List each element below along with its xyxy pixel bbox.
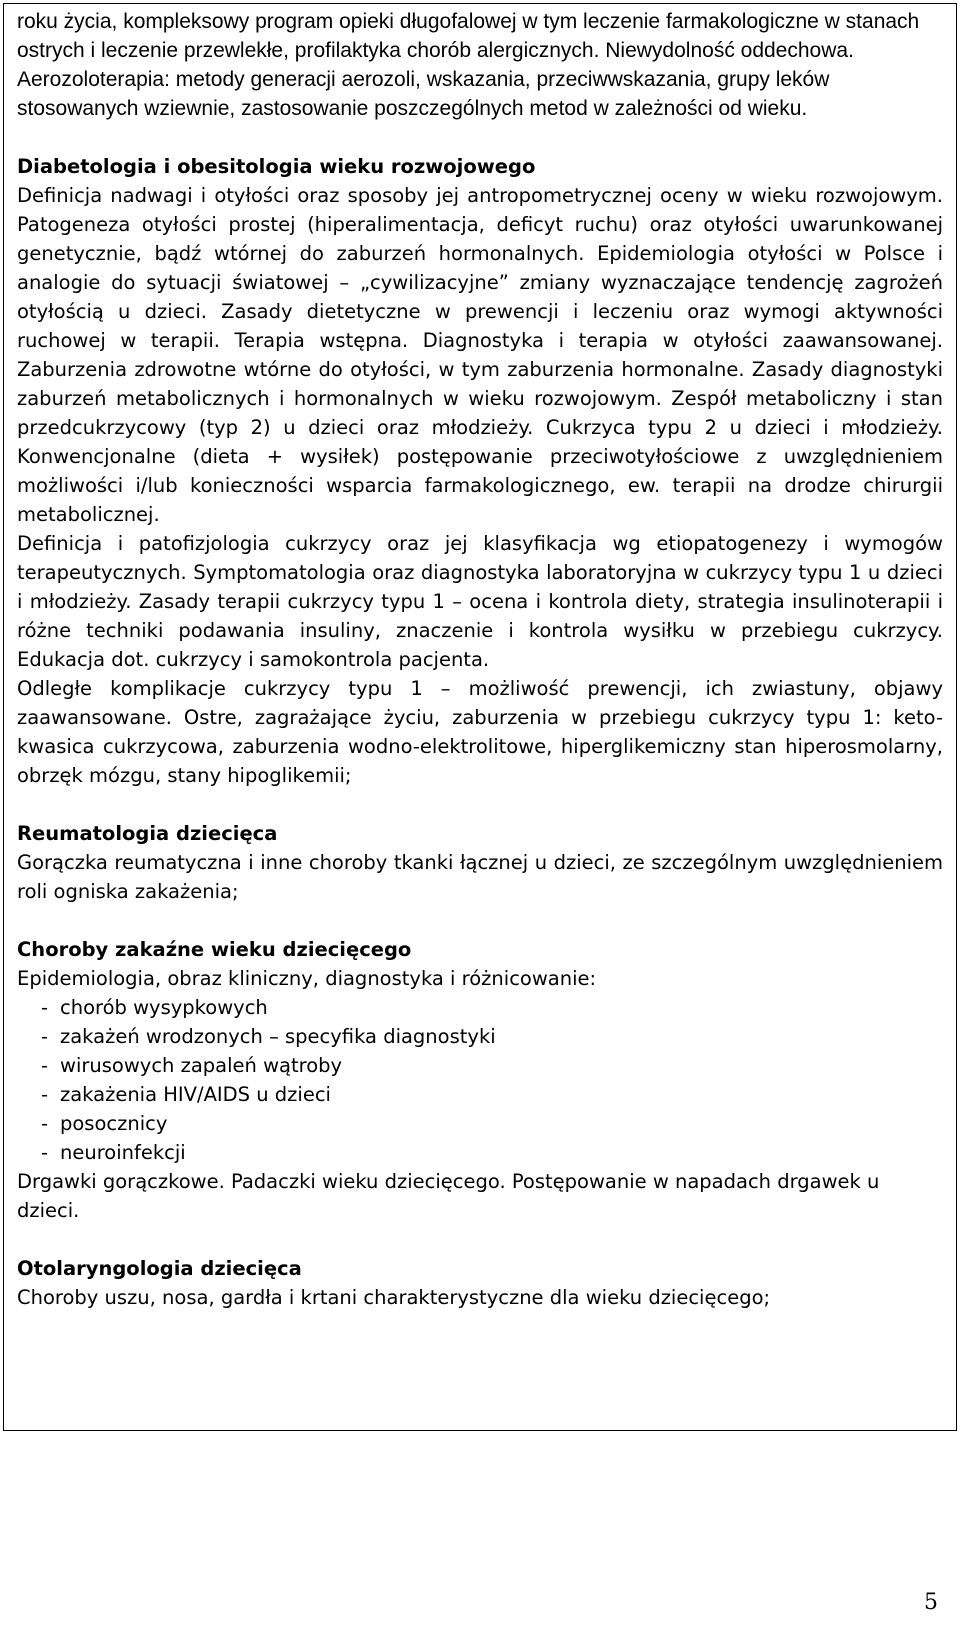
heading-choroby-zakazne: Choroby zakaźne wieku dziecięcego: [17, 938, 412, 961]
diabetologia-paragraph-1: Definicja nadwagi i otyłości oraz sposoby jej antropometrycznej oceny w wieku rozwojowym. Patogeneza otyłości prostej (hiperalimentacja, deficyt ruchu) oraz otyłości uwarunkowanej genetycznie, bądź wtórnej do zaburzeń hormonalnych. Epidemiologia otyłości w Polsce i analogie do sytuacji światowej – „cywilizacyjne” zmiany wyznaczające tendencję zagrożeń otyłością u dzieci. Zasady dietetyczne w prewencji i leczeniu oraz wymogi aktywności ruchowej w terapii. Terapia wstępna. Diagnostyka i terapia w otyłości zaawansowanej. Zaburzenia zdrowotne wtórne do otyłości, w tym zaburzenia hormonalne. Zasady diagnostyki zaburzeń metabolicznych i hormonalnych w wieku rozwojowym. Zespół metaboliczny i stan przedcukrzycowy (typ 2) u dzieci oraz młodzieży. Cukrzyca typu 2 u dzieci i młodzieży. Konwencjonalne (dieta + wysiłek) postępowanie przeciwotyłościowe z uwzględnieniem możliwości i/lub konieczności wsparcia farmakologicznego, ew. terapii na drodze chirurgii metabolicznej.: [17, 184, 943, 526]
list-item-text: posocznicy: [60, 1112, 168, 1135]
spacer: [17, 123, 943, 152]
list-item: [17, 1109, 943, 1138]
list-item-text: chorób wysypkowych: [60, 996, 268, 1019]
heading-otolaryngologia: Otolaryngologia dziecięca: [17, 1257, 302, 1280]
list-dash: -: [41, 1083, 49, 1106]
spacer: [17, 1225, 943, 1254]
spacer: [17, 906, 943, 935]
list-dash: -: [41, 996, 49, 1019]
list-item: [17, 1080, 943, 1109]
content-frame: [3, 3, 957, 1431]
list-item-text: zakażeń wrodzonych – specyfika diagnostyki: [60, 1025, 496, 1048]
list-item: [17, 1138, 943, 1167]
zakazne-list: [17, 993, 943, 1167]
diabetologia-paragraph-2: Definicja i patofizjologia cukrzycy oraz jej klasyfikacja wg etiopatogenezy i wymogów terapeutycznych. Symptomatologia oraz diagnostyka laboratoryjna w cukrzycy typu 1 u dzieci i młodzieży. Zasady terapii cukrzycy typu 1 – ocena i kontrola diety, strategia insulinoterapii i różne techniki podawania insuliny, znaczenie i kontrola wysiłku w przebiegu cukrzycy. Edukacja dot. cukrzycy i samokontrola pacjenta.: [17, 532, 943, 671]
reumatologia-paragraph: Gorączka reumatyczna i inne choroby tkanki łącznej u dzieci, ze szczególnym uwzględnieniem roli ogniska zakażenia;: [17, 851, 943, 903]
diabetologia-paragraph-3: Odległe komplikacje cukrzycy typu 1 – możliwość prewencji, ich zwiastuny, objawy zaawansowane. Ostre, zagrażające życiu, zaburzenia w przebiegu cukrzycy typu 1: keto-kwasica cukrzycowa, zaburzenia wodno-elektrolitowe, hiperglikemiczny stan hiperosmolarny, obrzęk mózgu, stany hipoglikemii;: [17, 677, 943, 787]
list-item-text: zakażenia HIV/AIDS u dzieci: [60, 1083, 331, 1106]
heading-reumatologia: Reumatologia dziecięca: [17, 822, 278, 845]
zakazne-intro: Epidemiologia, obraz kliniczny, diagnostyka i różnicowanie:: [17, 967, 597, 990]
list-item-text: wirusowych zapaleń wątroby: [60, 1054, 343, 1077]
list-item: [17, 1022, 943, 1051]
page-number: 5: [924, 1590, 938, 1615]
heading-diabetologia: Diabetologia i obesitologia wieku rozwojowego: [17, 155, 536, 178]
list-dash: -: [41, 1025, 49, 1048]
list-item: [17, 1051, 943, 1080]
list-dash: -: [41, 1054, 49, 1077]
intro-paragraph: roku życia, kompleksowy program opieki długofalowej w tym leczenie farmakologiczne w stanach ostrych i leczenie przewlekłe, profilaktyka chorób alergicznych. Niewydolność oddechowa. Aerozoloterapia: metody generacji aerozoli, wskazania, przeciwwskazania, grupy leków stosowanych wziewnie, zastosowanie poszczególnych metod w zależności od wieku.: [17, 10, 920, 120]
list-dash: -: [41, 1112, 49, 1135]
list-dash: -: [41, 1141, 49, 1164]
spacer: [17, 790, 943, 819]
list-item: [17, 993, 943, 1022]
list-item-text: neuroinfekcji: [60, 1141, 186, 1164]
otolaryngologia-paragraph: Choroby uszu, nosa, gardła i krtani charakterystyczne dla wieku dziecięcego;: [17, 1286, 771, 1309]
zakazne-outro: Drgawki gorączkowe. Padaczki wieku dziecięcego. Postępowanie w napadach drgawek u dzieci.: [17, 1170, 880, 1222]
